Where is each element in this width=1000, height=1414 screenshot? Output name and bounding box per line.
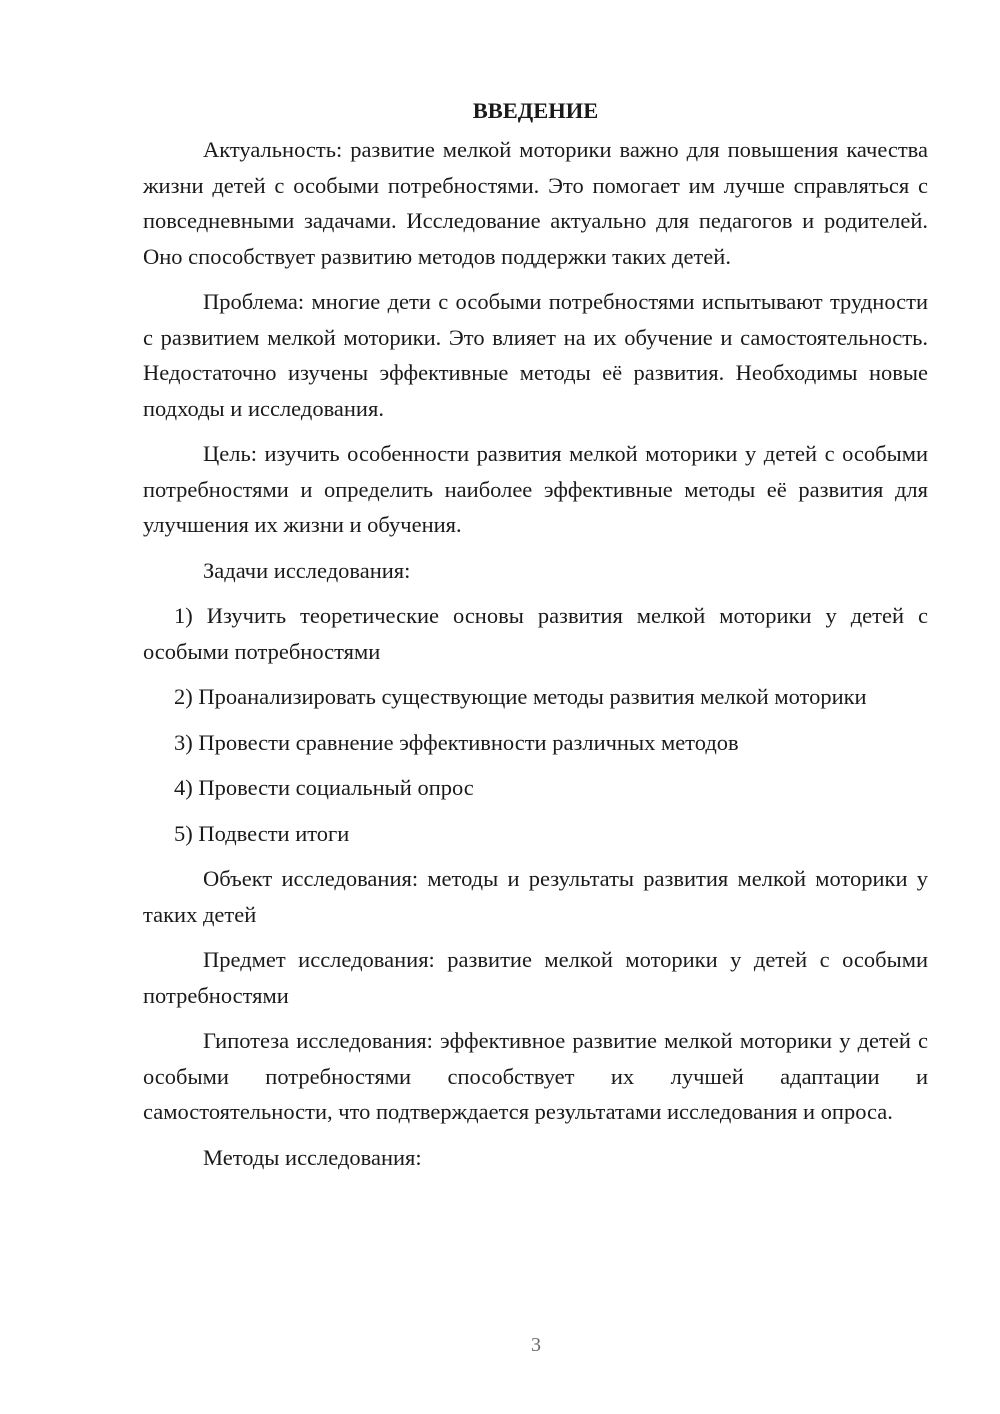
section-title: ВВЕДЕНИЕ	[472, 98, 599, 123]
problem-paragraph: Проблема: многие дети с особыми потребностями испытывают трудности с развитием мелкой моторики. Это влияет на их обучение и самостоятельность. Недостаточно изучены эффективные методы её развития. Необходимы новые подходы и исследования.	[143, 289, 928, 421]
tasks-heading: Задачи исследования:	[203, 557, 411, 583]
hypothesis-paragraph: Гипотеза исследования: эффективное развитие мелкой моторики у детей с особыми потребностями способствует их лучшей адаптации и самостоятельности, что подтверждается результатами исследования и опроса.	[143, 1028, 928, 1124]
methods-heading: Методы исследования:	[203, 1144, 422, 1170]
task-item: 2) Проанализировать существующие методы развития мелкой моторики	[174, 684, 867, 709]
relevance-paragraph: Актуальность: развитие мелкой моторики важно для повышения качества жизни детей с особыми потребностями. Это помогает им лучше справляться с повседневными задачами. Исследование актуально для педагогов и родителей. Оно способствует развитию методов поддержки таких детей.	[143, 137, 928, 269]
task-item: 3) Провести сравнение эффективности различных методов	[174, 729, 739, 755]
object-paragraph: Объект исследования: методы и результаты развития мелкой моторики у таких детей	[143, 866, 928, 927]
task-item: 1) Изучить теоретические основы развития мелкой моторики у детей с особыми потребностями	[143, 603, 928, 664]
task-item: 4) Провести социальный опрос	[174, 775, 474, 800]
goal-paragraph: Цель: изучить особенности развития мелкой моторики у детей с особыми потребностями и определить наиболее эффективные методы её развития для улучшения их жизни и обучения.	[143, 441, 928, 537]
subject-paragraph: Предмет исследования: развитие мелкой моторики у детей с особыми потребностями	[143, 947, 928, 1008]
page-number: 3	[531, 1334, 541, 1356]
page-content	[143, 93, 928, 1185]
task-item: 5) Подвести итоги	[174, 820, 350, 846]
